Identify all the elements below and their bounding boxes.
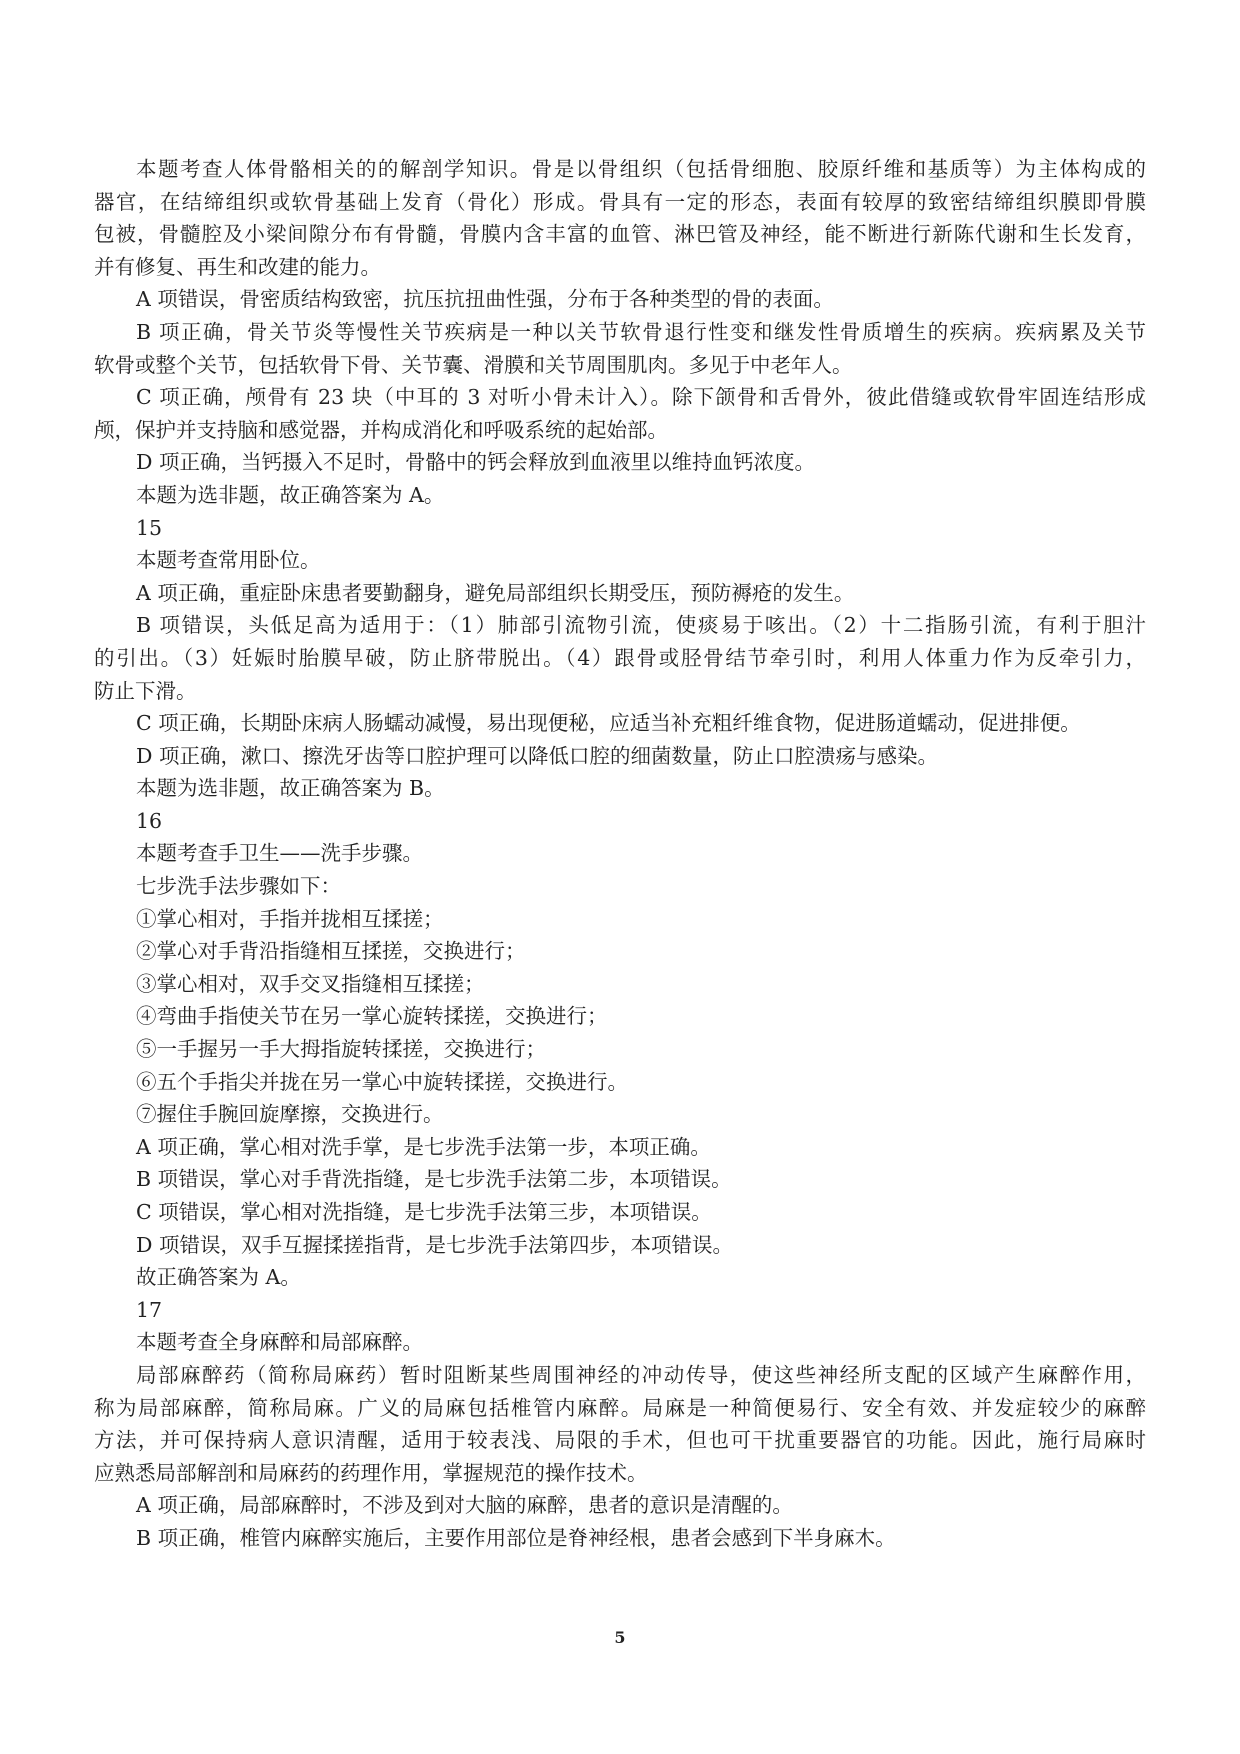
paragraph — [94, 935, 1146, 968]
paragraph — [94, 153, 1146, 283]
text-line: D 项正确，漱口、擦洗牙齿等口腔护理可以降低口腔的细菌数量，防止口腔溃疡与感染。 — [136, 743, 938, 768]
text-line: 七步洗手法步骤如下： — [136, 874, 341, 899]
text-line: 本题为选非题，故正确答案为 B。 — [136, 776, 445, 801]
text-line: C 项正确，颅骨有 23 块（中耳的 3 对听小骨未计入）。除下颌骨和舌骨外，彼此借缝或软骨牢固连结形成 — [136, 385, 1146, 410]
text-line: ②掌心对手背沿指缝相互揉搓，交换进行； — [136, 939, 526, 964]
paragraph — [94, 512, 1146, 545]
paragraph — [94, 1359, 1146, 1489]
text-line: 的引出。（3）妊娠时胎膜早破，防止脐带脱出。（4）跟骨或胫骨结节牵引时，利用人体重力作为反牵引力， — [94, 645, 1146, 670]
text-line: ①掌心相对，手指并拢相互揉搓； — [136, 906, 444, 931]
text-line: C 项错误，掌心相对洗指缝，是七步洗手法第三步，本项错误。 — [136, 1200, 712, 1224]
text-line: 本题考查常用卧位。 — [136, 548, 321, 573]
paragraph — [94, 609, 1146, 707]
text-line: 15 — [136, 515, 163, 540]
text-line: 本题考查人体骨骼相关的的解剖学知识。骨是以骨组织（包括骨细胞、胶原纤维和基质等）为主体构成的 — [136, 157, 1146, 181]
paragraph — [94, 1131, 1146, 1164]
text-line: 包被，骨髓腔及小梁间隙分布有骨髓，骨膜内含丰富的血管、淋巴管及神经，能不断进行新陈代谢和生长发育， — [94, 222, 1146, 247]
paragraph — [94, 772, 1146, 805]
text-line: B 项正确，骨关节炎等慢性关节疾病是一种以关节软骨退行性变和继发性骨质增生的疾病。疾病累及关节 — [136, 319, 1146, 344]
paragraph — [94, 805, 1146, 838]
text-line: 本题考查全身麻醉和局部麻醉。 — [136, 1330, 423, 1355]
paragraph — [94, 1261, 1146, 1294]
text-line: A 项正确，局部麻醉时，不涉及到对大脑的麻醉，患者的意识是清醒的。 — [136, 1493, 793, 1518]
text-line: C 项正确，长期卧床病人肠蠕动减慢，易出现便秘，应适当补充粗纤维食物，促进肠道蠕动，促进排便。 — [136, 711, 1081, 736]
paragraph — [94, 837, 1146, 870]
paragraph — [94, 544, 1146, 577]
text-line: B 项正确，椎管内麻醉实施后，主要作用部位是脊神经根，患者会感到下半身麻木。 — [136, 1525, 896, 1550]
text-line: D 项错误，双手互握揉搓指背，是七步洗手法第四步，本项错误。 — [136, 1232, 733, 1257]
document-body — [94, 153, 1146, 1555]
paragraph — [94, 870, 1146, 903]
paragraph — [94, 1489, 1146, 1522]
text-line: 故正确答案为 A。 — [136, 1265, 301, 1290]
text-line: 方法，并可保持病人意识清醒，适用于较表浅、局限的手术，但也可干扰重要器官的功能。因此，施行局麻时 — [94, 1428, 1146, 1453]
text-line: 软骨或整个关节，包括软骨下骨、关节囊、滑膜和关节周围肌肉。多见于中老年人。 — [94, 352, 853, 377]
paragraph — [94, 283, 1146, 316]
text-line: 16 — [136, 808, 163, 833]
text-line: 本题为选非题，故正确答案为 A。 — [136, 482, 445, 507]
text-line: 17 — [136, 1297, 163, 1322]
text-line: D 项正确，当钙摄入不足时，骨骼中的钙会释放到血液里以维持血钙浓度。 — [136, 450, 815, 475]
paragraph — [94, 1098, 1146, 1131]
text-line: 称为局部麻醉，简称局麻。广义的局麻包括椎管内麻醉。局麻是一种简便易行、安全有效、并发症较少的麻醉 — [94, 1395, 1146, 1420]
paragraph — [94, 1229, 1146, 1262]
text-line: ④弯曲手指使关节在另一掌心旋转揉搓，交换进行； — [136, 1004, 608, 1029]
text-line: ③掌心相对，双手交叉指缝相互揉搓； — [136, 971, 485, 996]
paragraph — [94, 1163, 1146, 1196]
paragraph — [94, 1066, 1146, 1099]
paragraph — [94, 316, 1146, 381]
text-line: ⑦握住手腕回旋摩擦，交换进行。 — [136, 1102, 444, 1127]
text-line: A 项正确，重症卧床患者要勤翻身，避免局部组织长期受压，预防褥疮的发生。 — [136, 580, 855, 605]
text-line: A 项正确，掌心相对洗手掌，是七步洗手法第一步，本项正确。 — [136, 1134, 711, 1159]
paragraph — [94, 1196, 1146, 1229]
text-line: B 项错误，掌心对手背洗指缝，是七步洗手法第二步，本项错误。 — [136, 1167, 732, 1192]
paragraph — [94, 381, 1146, 446]
text-line: 应熟悉局部解剖和局麻药的药理作用，掌握规范的操作技术。 — [94, 1460, 648, 1485]
paragraph — [94, 1033, 1146, 1066]
text-line: 防止下滑。 — [94, 678, 197, 703]
page-number: 5 — [614, 1628, 626, 1647]
text-line: A 项错误，骨密质结构致密，抗压抗扭曲性强，分布于各种类型的骨的表面。 — [136, 287, 834, 312]
paragraph — [94, 1326, 1146, 1359]
paragraph — [94, 968, 1146, 1001]
text-line: 器官，在结缔组织或软骨基础上发育（骨化）形成。骨具有一定的形态，表面有较厚的致密结缔组织膜即骨膜 — [94, 189, 1146, 214]
paragraph — [94, 1294, 1146, 1327]
text-line: 颅，保护并支持脑和感觉器，并构成消化和呼吸系统的起始部。 — [94, 417, 668, 442]
paragraph — [94, 707, 1146, 740]
paragraph — [94, 740, 1146, 773]
paragraph — [94, 903, 1146, 936]
text-line: 本题考查手卫生——洗手步骤。 — [136, 841, 423, 866]
text-line: ⑥五个手指尖并拢在另一掌心中旋转揉搓，交换进行。 — [136, 1069, 628, 1094]
paragraph — [94, 577, 1146, 610]
paragraph — [94, 1522, 1146, 1555]
text-line: B 项错误，头低足高为适用于：（1）肺部引流物引流，使痰易于咳出。（2）十二指肠引流，有利于胆汁 — [136, 613, 1146, 638]
paragraph — [94, 1000, 1146, 1033]
paragraph — [94, 446, 1146, 479]
paragraph — [94, 479, 1146, 512]
text-line: 并有修复、再生和改建的能力。 — [94, 254, 381, 279]
text-line: ⑤一手握另一手大拇指旋转揉搓，交换进行； — [136, 1037, 546, 1062]
text-line: 局部麻醉药（简称局麻药）暂时阻断某些周围神经的冲动传导，使这些神经所支配的区域产生麻醉作用， — [136, 1362, 1146, 1387]
